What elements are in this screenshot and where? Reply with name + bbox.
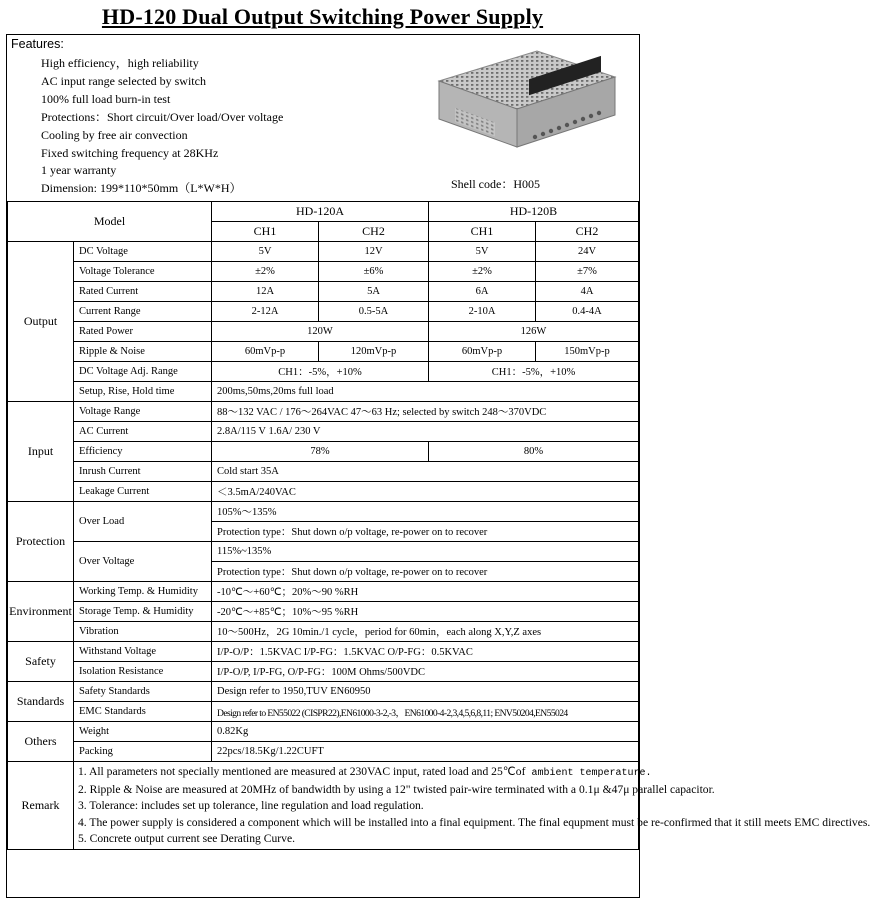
cell-value: 4A: [536, 282, 639, 302]
feature-item: Cooling by free air convection: [41, 127, 188, 142]
remark-item-text: ambient temperature.: [525, 768, 652, 779]
group-safety: Safety: [8, 642, 74, 682]
shell-code: Shell code：H005: [451, 177, 540, 191]
feature-item: Dimension: 199*110*50mm（L*W*H）: [41, 181, 242, 196]
row-label: Leakage Current: [74, 482, 212, 502]
cell-value: Cold start 35A: [212, 462, 639, 482]
row-label: Rated Power: [74, 322, 212, 342]
remark-notes: [74, 762, 870, 850]
cell-value: 0.5-5A: [319, 302, 429, 322]
cell-value: 150mVp-p: [536, 342, 639, 362]
feature-item: Protections：Short circuit/Over load/Over voltage: [41, 109, 284, 124]
row-label: Ripple & Noise: [74, 342, 212, 362]
row-label: Efficiency: [74, 442, 212, 462]
cell-value: 5A: [319, 282, 429, 302]
row-label: EMC Standards: [74, 702, 212, 722]
cell-value: ＜3.5mA/240VAC: [212, 482, 639, 502]
cell-value: Design refer to 1950,TUV EN60950: [212, 682, 639, 702]
group-output: Output: [8, 242, 74, 402]
features-list: [41, 55, 283, 198]
ch2-header: CH2: [536, 222, 639, 242]
cell-value: 105%～135%: [212, 502, 639, 522]
spec-table: [7, 201, 870, 850]
power-supply-image: [425, 47, 621, 153]
cell-value: 5V: [429, 242, 536, 262]
cell-value: 120W: [212, 322, 429, 342]
cell-value: 24V: [536, 242, 639, 262]
row-label: Voltage Range: [74, 402, 212, 422]
model-b: HD-120B: [429, 202, 639, 222]
cell-value: ±2%: [212, 262, 319, 282]
spec-sheet: [6, 34, 870, 898]
remark-item-text: 1. All parameters not specially mentioned are measured at 230VAC input, rated load and 25℃of: [78, 765, 526, 778]
cell-value: 80%: [429, 442, 639, 462]
cell-value: 12V: [319, 242, 429, 262]
remark-item: 5. Concrete output current see Derating Curve.: [78, 831, 295, 845]
remark-item: 2. Ripple & Noise are measured at 20MHz of bandwidth by using a 12" twisted pair-wire terminated with a 0.1μ &47μ parallel capacitor.: [78, 783, 715, 797]
row-label: Setup, Rise, Hold time: [74, 382, 212, 402]
row-label: Withstand Voltage: [74, 642, 212, 662]
row-label: DC Voltage: [74, 242, 212, 262]
feature-item: 1 year warranty: [41, 163, 117, 178]
row-label: Isolation Resistance: [74, 662, 212, 682]
cell-value: ±6%: [319, 262, 429, 282]
feature-item: 100% full load burn-in test: [41, 91, 171, 106]
feature-item: High efficiency，high reliability: [41, 56, 199, 70]
features-heading: Features:: [11, 37, 64, 51]
row-label: Inrush Current: [74, 462, 212, 482]
row-label: DC Voltage Adj. Range: [74, 362, 212, 382]
cell-value: ±2%: [429, 262, 536, 282]
feature-item: AC input range selected by switch: [41, 73, 206, 88]
cell-value: 200ms,50ms,20ms full load: [212, 382, 639, 402]
cell-value: -10℃～+60℃；20%～90 %RH: [212, 582, 639, 602]
cell-value: Protection type：Shut down o/p voltage, re-power on to recover: [212, 522, 639, 542]
ch1-header: CH1: [212, 222, 319, 242]
features-section: [7, 35, 638, 202]
row-label: Storage Temp. & Humidity: [74, 602, 212, 622]
page-title: HD-120 Dual Output Switching Power Supply: [101, 4, 544, 29]
group-protection: Protection: [8, 502, 74, 582]
row-label: Rated Current: [74, 282, 212, 302]
cell-value: 10～500Hz，2G 10min./1 cycle，period for 60min，each along X,Y,Z axes: [212, 622, 639, 642]
cell-value: 12A: [212, 282, 319, 302]
cell-value: 120mVp-p: [319, 342, 429, 362]
cell-value: 0.4-4A: [536, 302, 639, 322]
remark-item: 3. Tolerance: includes set up tolerance, line regulation and load regulation.: [78, 799, 424, 813]
cell-value: CH1：-5%，+10%: [429, 362, 639, 382]
group-environment: Environment: [8, 582, 74, 642]
row-label: Over Load: [74, 502, 212, 542]
cell-value: 60mVp-p: [212, 342, 319, 362]
cell-value: 60mVp-p: [429, 342, 536, 362]
remark-item: 4. The power supply is considered a component which will be installed into a final equipment. The final equpment must be re-confirmed that it still meets EMC directives.: [78, 815, 870, 829]
cell-value: 88～132 VAC / 176～264VAC 47～63 Hz; selected by switch 248～370VDC: [212, 402, 639, 422]
ch2-header: CH2: [319, 222, 429, 242]
cell-value: 115%~135%: [212, 542, 639, 562]
row-label: AC Current: [74, 422, 212, 442]
group-input: Input: [8, 402, 74, 502]
cell-value: ±7%: [536, 262, 639, 282]
cell-value: I/P-O/P, I/P-FG, O/P-FG：100M Ohms/500VDC: [212, 662, 639, 682]
cell-value: 126W: [429, 322, 639, 342]
ch1-header: CH1: [429, 222, 536, 242]
cell-value: 2-12A: [212, 302, 319, 322]
row-label: Packing: [74, 742, 212, 762]
row-label: Current Range: [74, 302, 212, 322]
cell-value: 0.82Kg: [212, 722, 639, 742]
model-label: Model: [8, 202, 212, 242]
row-label: Safety Standards: [74, 682, 212, 702]
cell-value: 78%: [212, 442, 429, 462]
group-standards: Standards: [8, 682, 74, 722]
row-label: Over Voltage: [74, 542, 212, 582]
row-label: Vibration: [74, 622, 212, 642]
cell-value: 5V: [212, 242, 319, 262]
cell-value: Design refer to EN55022 (CISPR22),EN61000-3-2,-3，EN61000-4-2,3,4,5,6,8,11; ENV50204,EN55024: [212, 702, 639, 722]
cell-value: -20℃～+85℃；10%～95 %RH: [212, 602, 639, 622]
remark-item: [78, 764, 652, 782]
model-a: HD-120A: [212, 202, 429, 222]
row-label: Weight: [74, 722, 212, 742]
row-label: Working Temp. & Humidity: [74, 582, 212, 602]
cell-value: Protection type：Shut down o/p voltage, re-power on to recover: [212, 562, 639, 582]
cell-value: 22pcs/18.5Kg/1.22CUFT: [212, 742, 639, 762]
group-remark: Remark: [8, 762, 74, 850]
group-others: Others: [8, 722, 74, 762]
cell-value: I/P-O/P：1.5KVAC I/P-FG：1.5KVAC O/P-FG：0.5KVAC: [212, 642, 639, 662]
cell-value: 2.8A/115 V 1.6A/ 230 V: [212, 422, 639, 442]
cell-value: CH1：-5%，+10%: [212, 362, 429, 382]
row-label: Voltage Tolerance: [74, 262, 212, 282]
cell-value: 6A: [429, 282, 536, 302]
cell-value: 2-10A: [429, 302, 536, 322]
feature-item: Fixed switching frequency at 28KHz: [41, 145, 219, 160]
